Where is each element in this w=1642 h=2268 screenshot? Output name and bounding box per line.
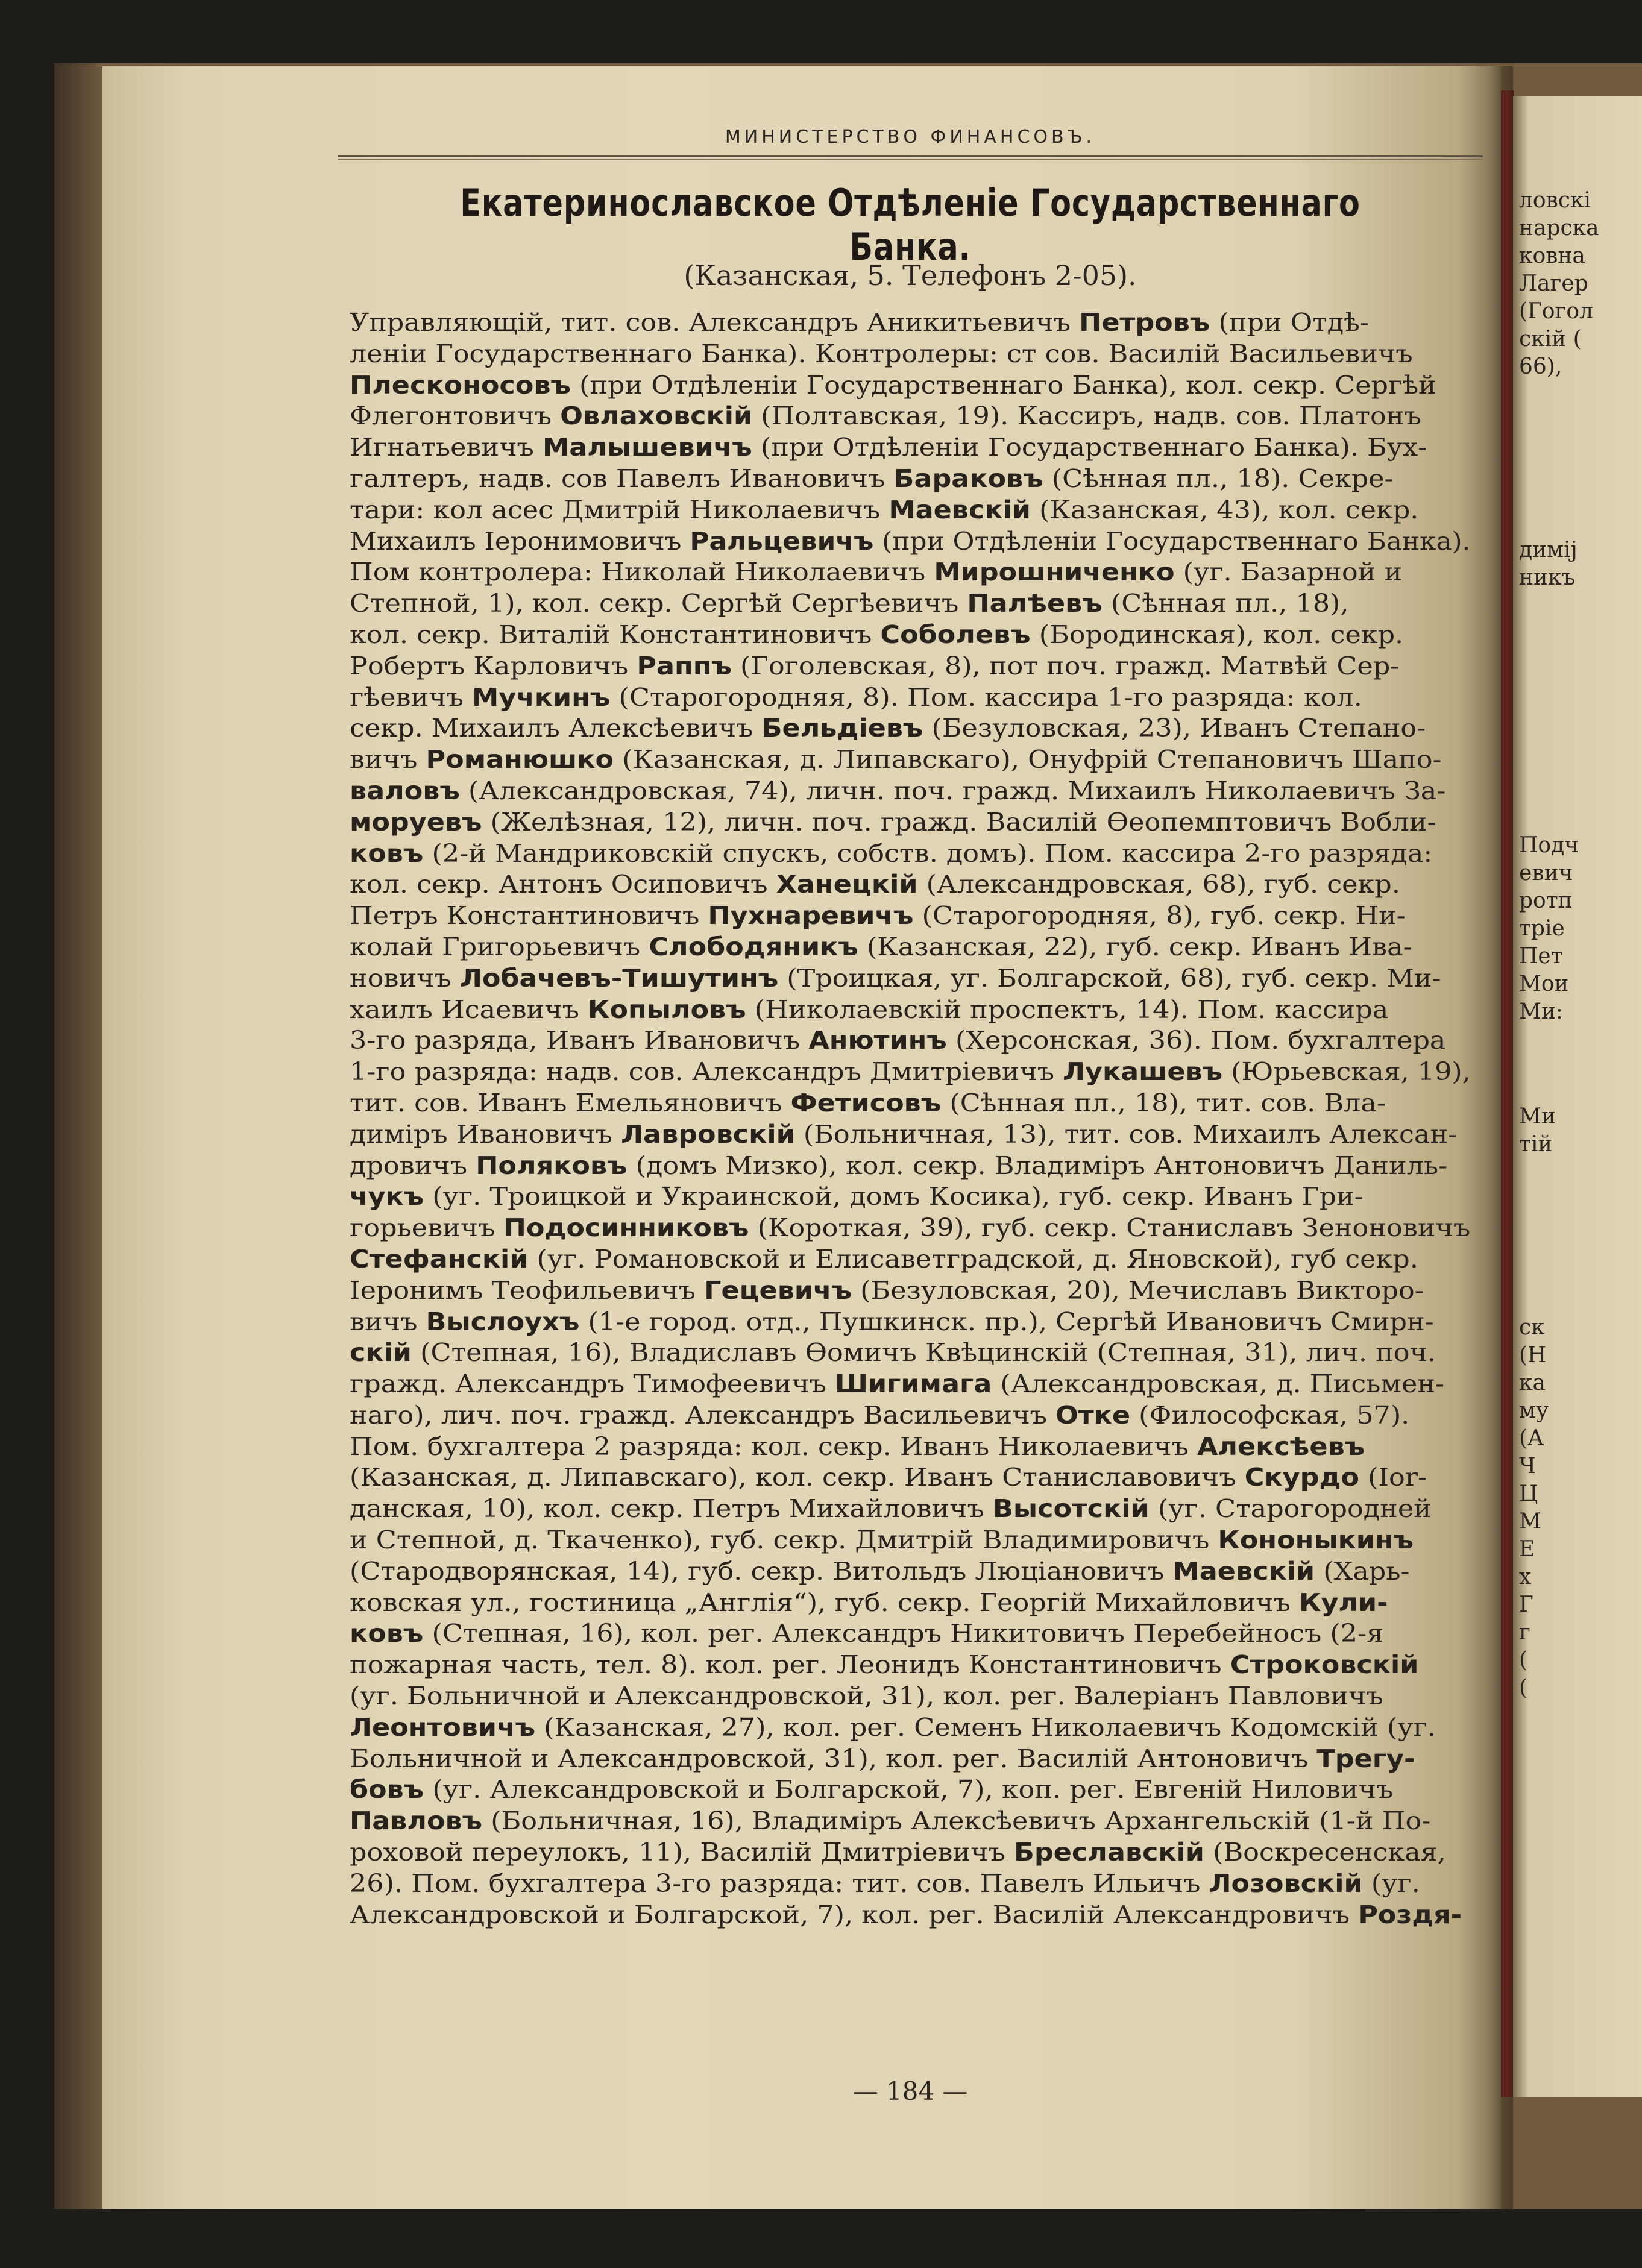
line-text: данская, 10), кол. секр. Петръ Михайловичъ — [350, 1494, 993, 1524]
text-line — [350, 1213, 1561, 1244]
line-text: (Безуловская, 20), Мечиславъ Викторо- — [852, 1275, 1424, 1305]
surname: ковъ — [350, 838, 424, 868]
surname: Трегу- — [1316, 1744, 1415, 1773]
right-page-fragment: Пет — [1519, 944, 1563, 969]
line-text: (при Отдѣленіи Государственнаго Банка). — [873, 526, 1471, 556]
line-text: (Степная, 16), Владиславъ Ѳомичъ Квѣцинскій (Степная, 31), лич. поч. — [411, 1338, 1436, 1368]
text-line — [350, 588, 1561, 620]
line-text: (Гоголевская, 8), пот поч. гражд. Матвѣй Сер- — [731, 651, 1400, 680]
right-page-fragment: (Н — [1519, 1343, 1547, 1368]
line-text: (Больничная, 13), тит. сов. Михаилъ Алексан- — [794, 1119, 1458, 1149]
line-text: Пом. бухгалтера 2 разряда: кол. секр. Иванъ Николаевичъ — [350, 1431, 1197, 1461]
line-text: кол. секр. Антонъ Осиповичъ — [350, 870, 776, 899]
surname: моруевъ — [350, 807, 482, 837]
line-text: 1-го разряда: надв. сов. Александръ Дмитріевичъ — [350, 1057, 1063, 1087]
right-page-fragment: Е — [1519, 1537, 1535, 1562]
line-text: Управляющій, тит. сов. Александръ Аникитьевичъ — [350, 308, 1080, 337]
text-line — [350, 1275, 1561, 1307]
line-text: (уг. Больничной и Александровской, 31), кол. рег. Валеріанъ Павловичъ — [350, 1682, 1383, 1711]
line-text: галтеръ, надв. сов Павелъ Ивановичъ — [350, 463, 894, 493]
text-line — [350, 807, 1561, 838]
text-line — [350, 869, 1561, 900]
surname: Плесконосовъ — [350, 370, 571, 400]
surname: Скурдо — [1244, 1463, 1359, 1492]
line-text: (Воскресенская, — [1204, 1838, 1446, 1867]
text-line — [350, 1837, 1561, 1868]
line-text: Пом контролера: Николай Николаевичъ — [350, 558, 934, 587]
line-text: секр. Михаилъ Алексѣевичъ — [350, 714, 762, 743]
surname: валовъ — [350, 776, 460, 805]
line-text: (Александровская, д. Письмен- — [992, 1369, 1444, 1399]
right-page-fragment: евич — [1519, 861, 1573, 885]
text-line — [350, 1181, 1561, 1213]
surname: Маевскій — [889, 495, 1031, 524]
right-page-fragment: ковна — [1519, 243, 1585, 268]
text-line — [350, 1494, 1561, 1525]
line-text: и Степной, д. Ткаченко), губ. секр. Дмитрій Владимировичъ — [350, 1525, 1218, 1555]
surname: Леонтовичъ — [350, 1712, 536, 1742]
surname: чукъ — [350, 1182, 424, 1211]
line-text: колай Григорьевичъ — [350, 932, 649, 961]
line-text: (2-й Мандриковскій спускъ, собств. домъ). Пом. кассира 2-го разряда: — [423, 838, 1433, 868]
line-text: (Казанская, 43), кол. секр. — [1030, 495, 1419, 524]
line-text: (Юрьевская, 19), — [1222, 1057, 1471, 1087]
text-line — [350, 1868, 1561, 1900]
right-page-fragment: (Гогол — [1519, 299, 1593, 324]
surname: Кононыкинъ — [1218, 1525, 1414, 1555]
right-page-fragment: тріе — [1519, 916, 1565, 941]
line-text: роховой переулокъ, 11), Василій Дмитріевичъ — [350, 1838, 1014, 1867]
line-text: (при Отдѣленіи Государственнаго Банка), кол. секр. Сергѣй — [570, 370, 1436, 400]
right-page-fragment: М — [1519, 1509, 1541, 1534]
line-text: (уг. Романовской и Елисаветградской, д. Яновской), губ секр. — [528, 1244, 1418, 1274]
surname: Мирошниченко — [934, 558, 1175, 587]
line-text: (Александровская, 68), губ. секр. — [917, 870, 1400, 899]
line-text: (Харь- — [1315, 1556, 1410, 1586]
text-line — [350, 1462, 1561, 1494]
line-text: (домъ Мизко), кол. секр. Владиміръ Антоновичъ Даниль- — [627, 1151, 1448, 1180]
text-line — [350, 463, 1561, 495]
line-text: Михаилъ Іеронимовичъ — [350, 526, 690, 556]
line-text: диміръ Ивановичъ — [350, 1119, 621, 1149]
line-text: (Стародворянская, 14), губ. секр. Витольдъ Люціановичъ — [350, 1556, 1173, 1586]
line-text: Больничной и Александровской, 31), кол. рег. Василій Антоновичъ — [350, 1744, 1317, 1773]
line-text: гѣевичъ — [350, 682, 473, 712]
surname: Выслоухъ — [426, 1307, 580, 1336]
line-text: Александровской и Болгарской, 7), кол. рег. Василій Александровичъ — [350, 1900, 1359, 1929]
text-line — [350, 1525, 1561, 1556]
text-line — [350, 307, 1561, 339]
surname: скій — [350, 1338, 412, 1368]
surname: Поляковъ — [476, 1151, 628, 1180]
text-line — [350, 1057, 1559, 1088]
text-line — [350, 401, 1561, 432]
right-page-fragment: ловскі — [1519, 188, 1591, 213]
line-text: (Сѣнная пл., 18). Секре- — [1043, 463, 1394, 493]
line-text: Игнатьевичъ — [350, 433, 543, 462]
line-text: новичъ — [350, 963, 460, 993]
line-text: (при Отдѣленіи Государственнаго Банка). Бух- — [752, 433, 1427, 462]
surname: Строковскій — [1230, 1650, 1419, 1680]
line-text: дровичъ — [350, 1151, 476, 1180]
surname: бовъ — [350, 1775, 424, 1805]
text-line — [350, 1400, 1561, 1431]
text-line — [350, 1774, 1561, 1806]
line-text: 26). Пом. бухгалтера 3-го разряда: тит. сов. Павелъ Ильичъ — [350, 1868, 1209, 1898]
right-page-fragment: Ч — [1519, 1454, 1536, 1478]
line-text: (Желѣзная, 12), личн. поч. гражд. Василій Ѳеопемптовичъ Вобли- — [482, 807, 1436, 837]
line-text: вичъ — [350, 745, 426, 774]
line-text: (Полтавская, 19). Кассиръ, надв. сов. Платонъ — [752, 401, 1421, 431]
surname: Высотскій — [992, 1494, 1150, 1524]
text-line — [350, 620, 1561, 651]
text-line — [350, 339, 1561, 370]
text-line — [350, 1369, 1561, 1400]
line-text: (Сѣнная пл., 18), — [1102, 589, 1349, 618]
surname: Кули- — [1299, 1588, 1388, 1617]
right-page-fragment: Ми: — [1519, 999, 1563, 1024]
surname: Бельдіевъ — [761, 714, 923, 743]
line-text: 3-го разряда, Иванъ Ивановичъ — [350, 1026, 809, 1055]
line-text: (уг. Старогородней — [1149, 1494, 1432, 1524]
surname: Павловъ — [350, 1806, 483, 1836]
right-page-fragment: ( — [1519, 1648, 1528, 1673]
line-text: Флегонтовичъ — [350, 401, 561, 431]
right-page-fragment: нарска — [1519, 216, 1599, 240]
line-text: (Херсонская, 36). Пом. бухгалтера — [946, 1026, 1446, 1055]
surname: Лукашевъ — [1063, 1057, 1222, 1087]
line-text: (Короткая, 39), губ. секр. Станиславъ Зеноновичъ — [749, 1213, 1471, 1243]
line-text: (Николаевскій проспектъ, 14). Пом. кассира — [746, 994, 1389, 1024]
line-text: (Казанская, д. Липавскаго), кол. секр. Иванъ Станиславовичъ — [350, 1463, 1245, 1492]
text-line — [350, 1712, 1561, 1744]
surname: Гецевичъ — [704, 1275, 852, 1305]
surname: Малышевичъ — [542, 433, 752, 462]
surname: Алексѣевъ — [1197, 1431, 1365, 1461]
line-text: (уг. Базарной и — [1174, 558, 1403, 587]
surname: Шигимага — [835, 1369, 992, 1399]
text-line — [350, 1650, 1561, 1681]
line-text: (уг. — [1362, 1868, 1420, 1898]
line-text: Робертъ Карловичъ — [350, 651, 637, 680]
text-line — [350, 1744, 1561, 1775]
right-page-fragment: ка — [1519, 1371, 1546, 1395]
right-page-fragment: х — [1519, 1565, 1532, 1589]
text-line — [350, 713, 1561, 744]
cover-shadow — [54, 63, 102, 2209]
line-text: (1-е город. отд., Пушкинск. пр.), Сергѣй Ивановичъ Смирн- — [579, 1307, 1434, 1336]
right-page-fragment: скій ( — [1519, 327, 1582, 351]
surname: Слободяникъ — [649, 932, 858, 961]
line-text: (Троицкая, уг. Болгарской, 68), губ. секр. Ми- — [778, 963, 1441, 993]
surname: Ральцевичъ — [690, 526, 874, 556]
line-text: (Ior- — [1359, 1463, 1427, 1492]
right-page-fragment: тій — [1519, 1132, 1553, 1157]
line-text: ковская ул., гостиница „Англія“), губ. секр. Георгій Михайловичъ — [350, 1588, 1300, 1617]
text-line — [350, 963, 1561, 994]
text-line — [350, 526, 1541, 558]
text-line — [350, 900, 1561, 932]
line-text: горьевичъ — [350, 1213, 504, 1243]
text-line — [350, 1618, 1561, 1650]
line-text: (Философская, 57). — [1130, 1400, 1410, 1430]
line-text: Іеронимъ Теофильевичъ — [350, 1275, 705, 1305]
surname: Роздя- — [1358, 1900, 1462, 1929]
right-page-fragment: ротп — [1519, 888, 1573, 913]
surname: Мучкинъ — [472, 682, 611, 712]
right-page-fragment: Ми — [1519, 1104, 1556, 1129]
surname: Маевскій — [1172, 1556, 1315, 1586]
surname: Лавровскій — [621, 1119, 795, 1149]
right-page-fragment: (А — [1519, 1426, 1544, 1451]
line-text: (Старогородняя, 8), губ. секр. Ни- — [913, 901, 1406, 931]
right-page-fragment: ск — [1519, 1315, 1545, 1340]
surname: Копыловъ — [588, 994, 746, 1024]
text-line — [350, 1307, 1561, 1338]
line-text: (Старогородняя, 8). Пом. кассира 1-го разряда: кол. — [610, 682, 1362, 712]
surname: Фетисовъ — [790, 1088, 942, 1117]
surname: Анютинъ — [808, 1026, 947, 1055]
text-line — [350, 744, 1561, 776]
line-text: (Сѣнная пл., 18), тит. сов. Вла- — [941, 1088, 1386, 1117]
text-line — [350, 682, 1561, 714]
text-line — [350, 1151, 1561, 1182]
line-text: (Александровская, 74), личн. поч. гражд. Михаилъ Николаевичъ За- — [459, 776, 1446, 805]
line-text: Петръ Константиновичъ — [350, 901, 708, 931]
right-page-fragment: никъ — [1519, 565, 1576, 590]
right-page-fragment: 66), — [1519, 354, 1562, 379]
section-title: Екатеринославское Отдѣленіе Государственнаго Банка. — [460, 181, 1360, 269]
line-text: (уг. Троицкой и Украинской, домъ Косика), губ. секр. Иванъ Гри- — [424, 1182, 1364, 1211]
surname: ковъ — [350, 1619, 424, 1648]
right-page-fragment: г — [1519, 1620, 1530, 1645]
text-line — [350, 932, 1561, 963]
surname: Отке — [1055, 1400, 1131, 1430]
text-line — [350, 1119, 1561, 1151]
header-rule-thin — [338, 159, 1483, 160]
text-line — [350, 994, 1561, 1026]
line-text: (Бородинская), кол. секр. — [1030, 620, 1404, 649]
text-line — [350, 1588, 1561, 1619]
line-text: (уг. Александровской и Болгарской, 7), коп. рег. Евгеній Ниловичъ — [424, 1775, 1394, 1805]
right-page-fragment: Ц — [1519, 1481, 1538, 1506]
line-text: кол. секр. Виталій Константиновичъ — [350, 620, 881, 649]
line-text: (при Отдѣ- — [1210, 308, 1370, 337]
line-text: тари: кол асес Дмитрій Николаевичъ — [350, 495, 889, 524]
right-page-fragment: Г — [1519, 1592, 1533, 1617]
running-header: МИНИСТЕРСТВО ФИНАНСОВЪ. — [725, 127, 1096, 148]
surname: Подосинниковъ — [503, 1213, 749, 1243]
text-line — [350, 1088, 1561, 1119]
text-line — [350, 495, 1561, 526]
line-text: наго), лич. поч. гражд. Александръ Васильевичъ — [350, 1400, 1056, 1430]
section-subtitle: (Казанская, 5. Телефонъ 2-05). — [684, 259, 1137, 292]
surname: Палѣевъ — [967, 589, 1103, 618]
text-line — [350, 1431, 1561, 1463]
surname: Овлаховскій — [560, 401, 753, 431]
line-text: тит. сов. Иванъ Емельяновичъ — [350, 1088, 791, 1117]
surname: Пухнаревичъ — [708, 901, 914, 931]
line-text: вичъ — [350, 1307, 426, 1336]
line-text: (Степная, 16), кол. рег. Александръ Никитовичъ Перебейносъ (2-я — [423, 1619, 1384, 1648]
text-line — [350, 1806, 1561, 1837]
line-text: пожарная часть, тел. 8). кол. рег. Леонидъ Константиновичъ — [350, 1650, 1230, 1680]
text-line — [350, 651, 1561, 682]
surname: Петровъ — [1079, 308, 1210, 337]
surname: Бреславскій — [1013, 1838, 1204, 1867]
line-text: леніи Государственнаго Банка). Контролеры: ст сов. Василій Васильевичъ — [350, 339, 1413, 368]
surname: Стефанскій — [350, 1244, 529, 1274]
right-page-fragment: диміј — [1519, 538, 1578, 562]
right-page-fragment: Подч — [1519, 833, 1579, 858]
text-line — [350, 1337, 1561, 1369]
line-text: Степной, 1), кол. секр. Сергѣй Сергѣевичъ — [350, 589, 967, 618]
line-text: гражд. Александръ Тимофеевичъ — [350, 1369, 835, 1399]
text-line — [350, 557, 1561, 588]
surname: Лобачевъ-Тишутинъ — [459, 963, 779, 993]
text-line — [350, 776, 1561, 807]
surname: Соболевъ — [880, 620, 1031, 649]
line-text: (Казанская, 22), губ. секр. Иванъ Ива- — [858, 932, 1412, 961]
surname: Раппъ — [637, 651, 732, 680]
text-line — [350, 432, 1561, 463]
text-line — [350, 1900, 1561, 1931]
line-text: (Безуловская, 23), Иванъ Степано- — [923, 714, 1426, 743]
body-text — [350, 307, 1471, 1930]
line-text: (Казанская, д. Липавскаго), Онуфрій Степановичъ Шапо- — [614, 745, 1442, 774]
surname: Романюшко — [426, 745, 614, 774]
right-page-fragment: му — [1519, 1398, 1549, 1423]
text-line — [350, 838, 1561, 870]
text-line — [350, 1681, 1561, 1712]
surname: Бараковъ — [893, 463, 1043, 493]
right-page-fragment: Лагер — [1519, 271, 1588, 296]
text-line — [350, 1244, 1561, 1275]
header-rule — [338, 155, 1483, 157]
line-text: (Больничная, 16), Владиміръ Алексѣевичъ Архангельскій (1-й По- — [482, 1806, 1431, 1836]
text-line — [350, 1025, 1561, 1057]
line-text: хаилъ Исаевичъ — [350, 994, 588, 1024]
surname: Лозовскій — [1209, 1868, 1363, 1898]
right-page-fragment: ( — [1519, 1676, 1528, 1700]
right-page-fragment: Мои — [1519, 972, 1569, 996]
surname: Ханецкій — [776, 870, 918, 899]
page-number: — 184 — — [852, 2076, 968, 2106]
text-line — [350, 1556, 1561, 1588]
text-line — [350, 370, 1561, 401]
line-text: (Казанская, 27), кол. рег. Семенъ Николаевичъ Кодомскій (уг. — [535, 1712, 1436, 1742]
